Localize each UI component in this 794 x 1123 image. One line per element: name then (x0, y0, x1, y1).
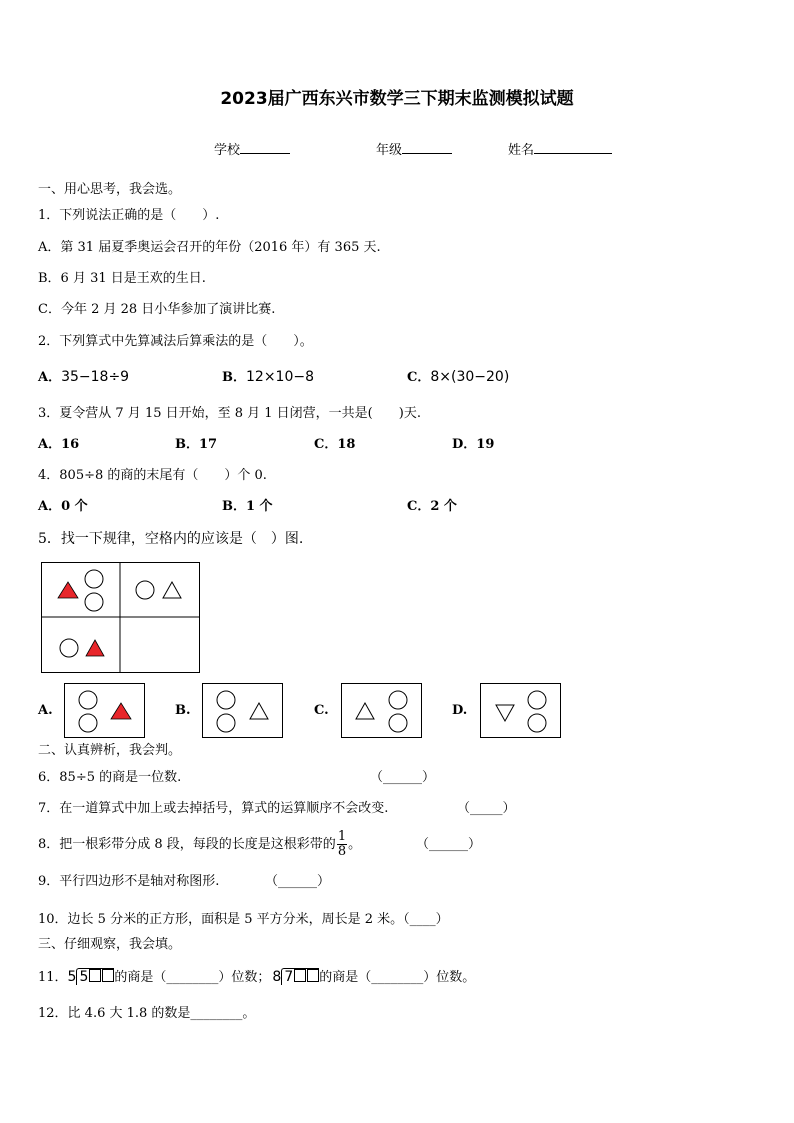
blank-box-icon (89, 969, 101, 982)
division-bracket-1 (76, 968, 114, 985)
blank-box-icon (294, 969, 306, 982)
circle-icon (85, 570, 103, 588)
q2-option-a[interactable] (38, 369, 129, 386)
q8-line (38, 830, 361, 860)
q2-c-label: C． (407, 370, 431, 385)
q8-answer-paren[interactable]: （______） (416, 837, 482, 852)
division-bracket-2 (281, 968, 319, 985)
inverted-triangle-icon (496, 705, 514, 721)
circle-icon (79, 714, 97, 732)
q4-stem: 4．805÷8 的商的末尾有（ ）个 0. (38, 468, 267, 483)
q2-stem: 2．下列算式中先算减法后算乘法的是（ ）。 (38, 334, 313, 349)
q5-option-a[interactable] (64, 683, 145, 738)
circle-icon (217, 691, 235, 709)
division-digit-2: 7 (284, 969, 294, 985)
circle-icon (389, 714, 407, 732)
circle-icon (60, 639, 78, 657)
q1-option-a[interactable]: A．第 31 届夏季奥运会召开的年份（2016 年）有 365 天. (38, 240, 381, 255)
q5-option-c-label: C. (314, 703, 329, 718)
q3-option-a[interactable]: A．16 (38, 437, 80, 452)
q7-answer-paren[interactable]: （_____） (457, 801, 516, 816)
q3-option-d[interactable]: D．19 (452, 437, 495, 452)
q2-option-b[interactable] (222, 369, 314, 386)
red-triangle-icon (111, 703, 131, 719)
q5-stem: 5．找一下规律，空格内的应该是（ ）图. (38, 531, 304, 547)
grade-blank[interactable] (402, 141, 452, 154)
q4-option-a[interactable]: A．0 个 (38, 499, 88, 514)
q8-text-end: 。 (348, 837, 362, 852)
q4-option-c[interactable]: C．2 个 (407, 499, 457, 514)
division-digit-1: 5 (79, 969, 89, 985)
circle-icon (528, 714, 546, 732)
q7-text: 7．在一道算式中加上或去掉括号，算式的运算顺序不会改变. (38, 801, 389, 816)
division-divisor-2: 8 (272, 969, 282, 985)
q5-option-c[interactable] (341, 683, 422, 738)
grade-field (376, 141, 452, 159)
circle-icon (85, 593, 103, 611)
triangle-icon (356, 703, 374, 719)
section-3-heading: 三、仔细观察，我会填。 (38, 937, 182, 952)
school-label: 学校 (214, 143, 241, 158)
q4-option-b[interactable]: B．1 个 (222, 499, 273, 514)
q1-stem: 1．下列说法正确的是（ ）. (38, 208, 220, 223)
red-triangle-icon (58, 582, 78, 598)
q6-text: 6．85÷5 的商是一位数. (38, 770, 182, 785)
q11-line (38, 968, 475, 986)
q2-b-expr: 12×10−8 (246, 369, 314, 385)
q1-option-b[interactable]: B．6 月 31 日是王欢的生日. (38, 271, 206, 286)
circle-icon (79, 691, 97, 709)
q10-text: 10．边长 5 分米的正方形，面积是 5 平方分米，周长是 2 米。（____） (38, 912, 449, 927)
q5-option-b-label: B. (175, 703, 191, 718)
q9-answer-paren[interactable]: （______） (265, 874, 331, 889)
q6-answer-paren[interactable]: （______） (370, 770, 436, 785)
triangle-icon (163, 582, 181, 598)
triangle-icon (250, 703, 268, 719)
q2-c-expr: 8×(30−20) (430, 369, 510, 385)
page-title: 2023届广西东兴市数学三下期末监测模拟试题 (220, 89, 574, 109)
circle-icon (389, 691, 407, 709)
q2-a-expr: 35−18÷9 (61, 369, 130, 385)
school-field (214, 141, 290, 159)
q8-fraction (337, 830, 347, 859)
q2-b-label: B． (222, 370, 246, 385)
circle-icon (528, 691, 546, 709)
q5-pattern-grid (41, 562, 200, 673)
section-1-heading: 一、用心思考，我会选。 (38, 182, 182, 197)
fraction-numerator: 1 (337, 829, 347, 844)
q3-option-c[interactable]: C．18 (314, 437, 356, 452)
name-blank[interactable] (534, 141, 612, 154)
q5-option-d-label: D. (452, 703, 468, 718)
q8-text: 8．把一根彩带分成 8 段，每段的长度是这根彩带的 (38, 837, 336, 852)
q5-option-b[interactable] (202, 683, 283, 738)
blank-box-icon (102, 969, 114, 982)
q11-text-1[interactable]: 的商是（________）位数； (114, 970, 271, 985)
circle-icon (217, 714, 235, 732)
q2-option-c[interactable] (407, 369, 509, 386)
q11-number: 11． (38, 970, 68, 985)
q3-option-b[interactable]: B．17 (175, 437, 218, 452)
q12-text[interactable]: 12．比 4.6 大 1.8 的数是________。 (38, 1006, 256, 1021)
fraction-denominator: 8 (337, 844, 347, 859)
blank-box-icon (307, 969, 319, 982)
q1-option-c[interactable]: C．今年 2 月 28 日小华参加了演讲比赛. (38, 302, 276, 317)
school-blank[interactable] (240, 141, 290, 154)
red-triangle-icon (86, 640, 104, 656)
division-divisor-1: 5 (67, 969, 77, 985)
grade-label: 年级 (376, 143, 403, 158)
q2-a-label: A． (38, 370, 62, 385)
q5-option-d[interactable] (480, 683, 561, 738)
q5-option-a-label: A. (38, 703, 53, 718)
circle-icon (136, 581, 154, 599)
name-field (508, 141, 612, 159)
q11-text-2[interactable]: 的商是（________）位数。 (319, 970, 476, 985)
q3-stem: 3．夏令营从 7 月 15 日开始，至 8 月 1 日闭营，一共是( )天. (38, 406, 421, 421)
name-label: 姓名 (508, 143, 535, 158)
section-2-heading: 二、认真辨析，我会判。 (38, 743, 182, 758)
q9-text: 9．平行四边形不是轴对称图形. (38, 874, 220, 889)
